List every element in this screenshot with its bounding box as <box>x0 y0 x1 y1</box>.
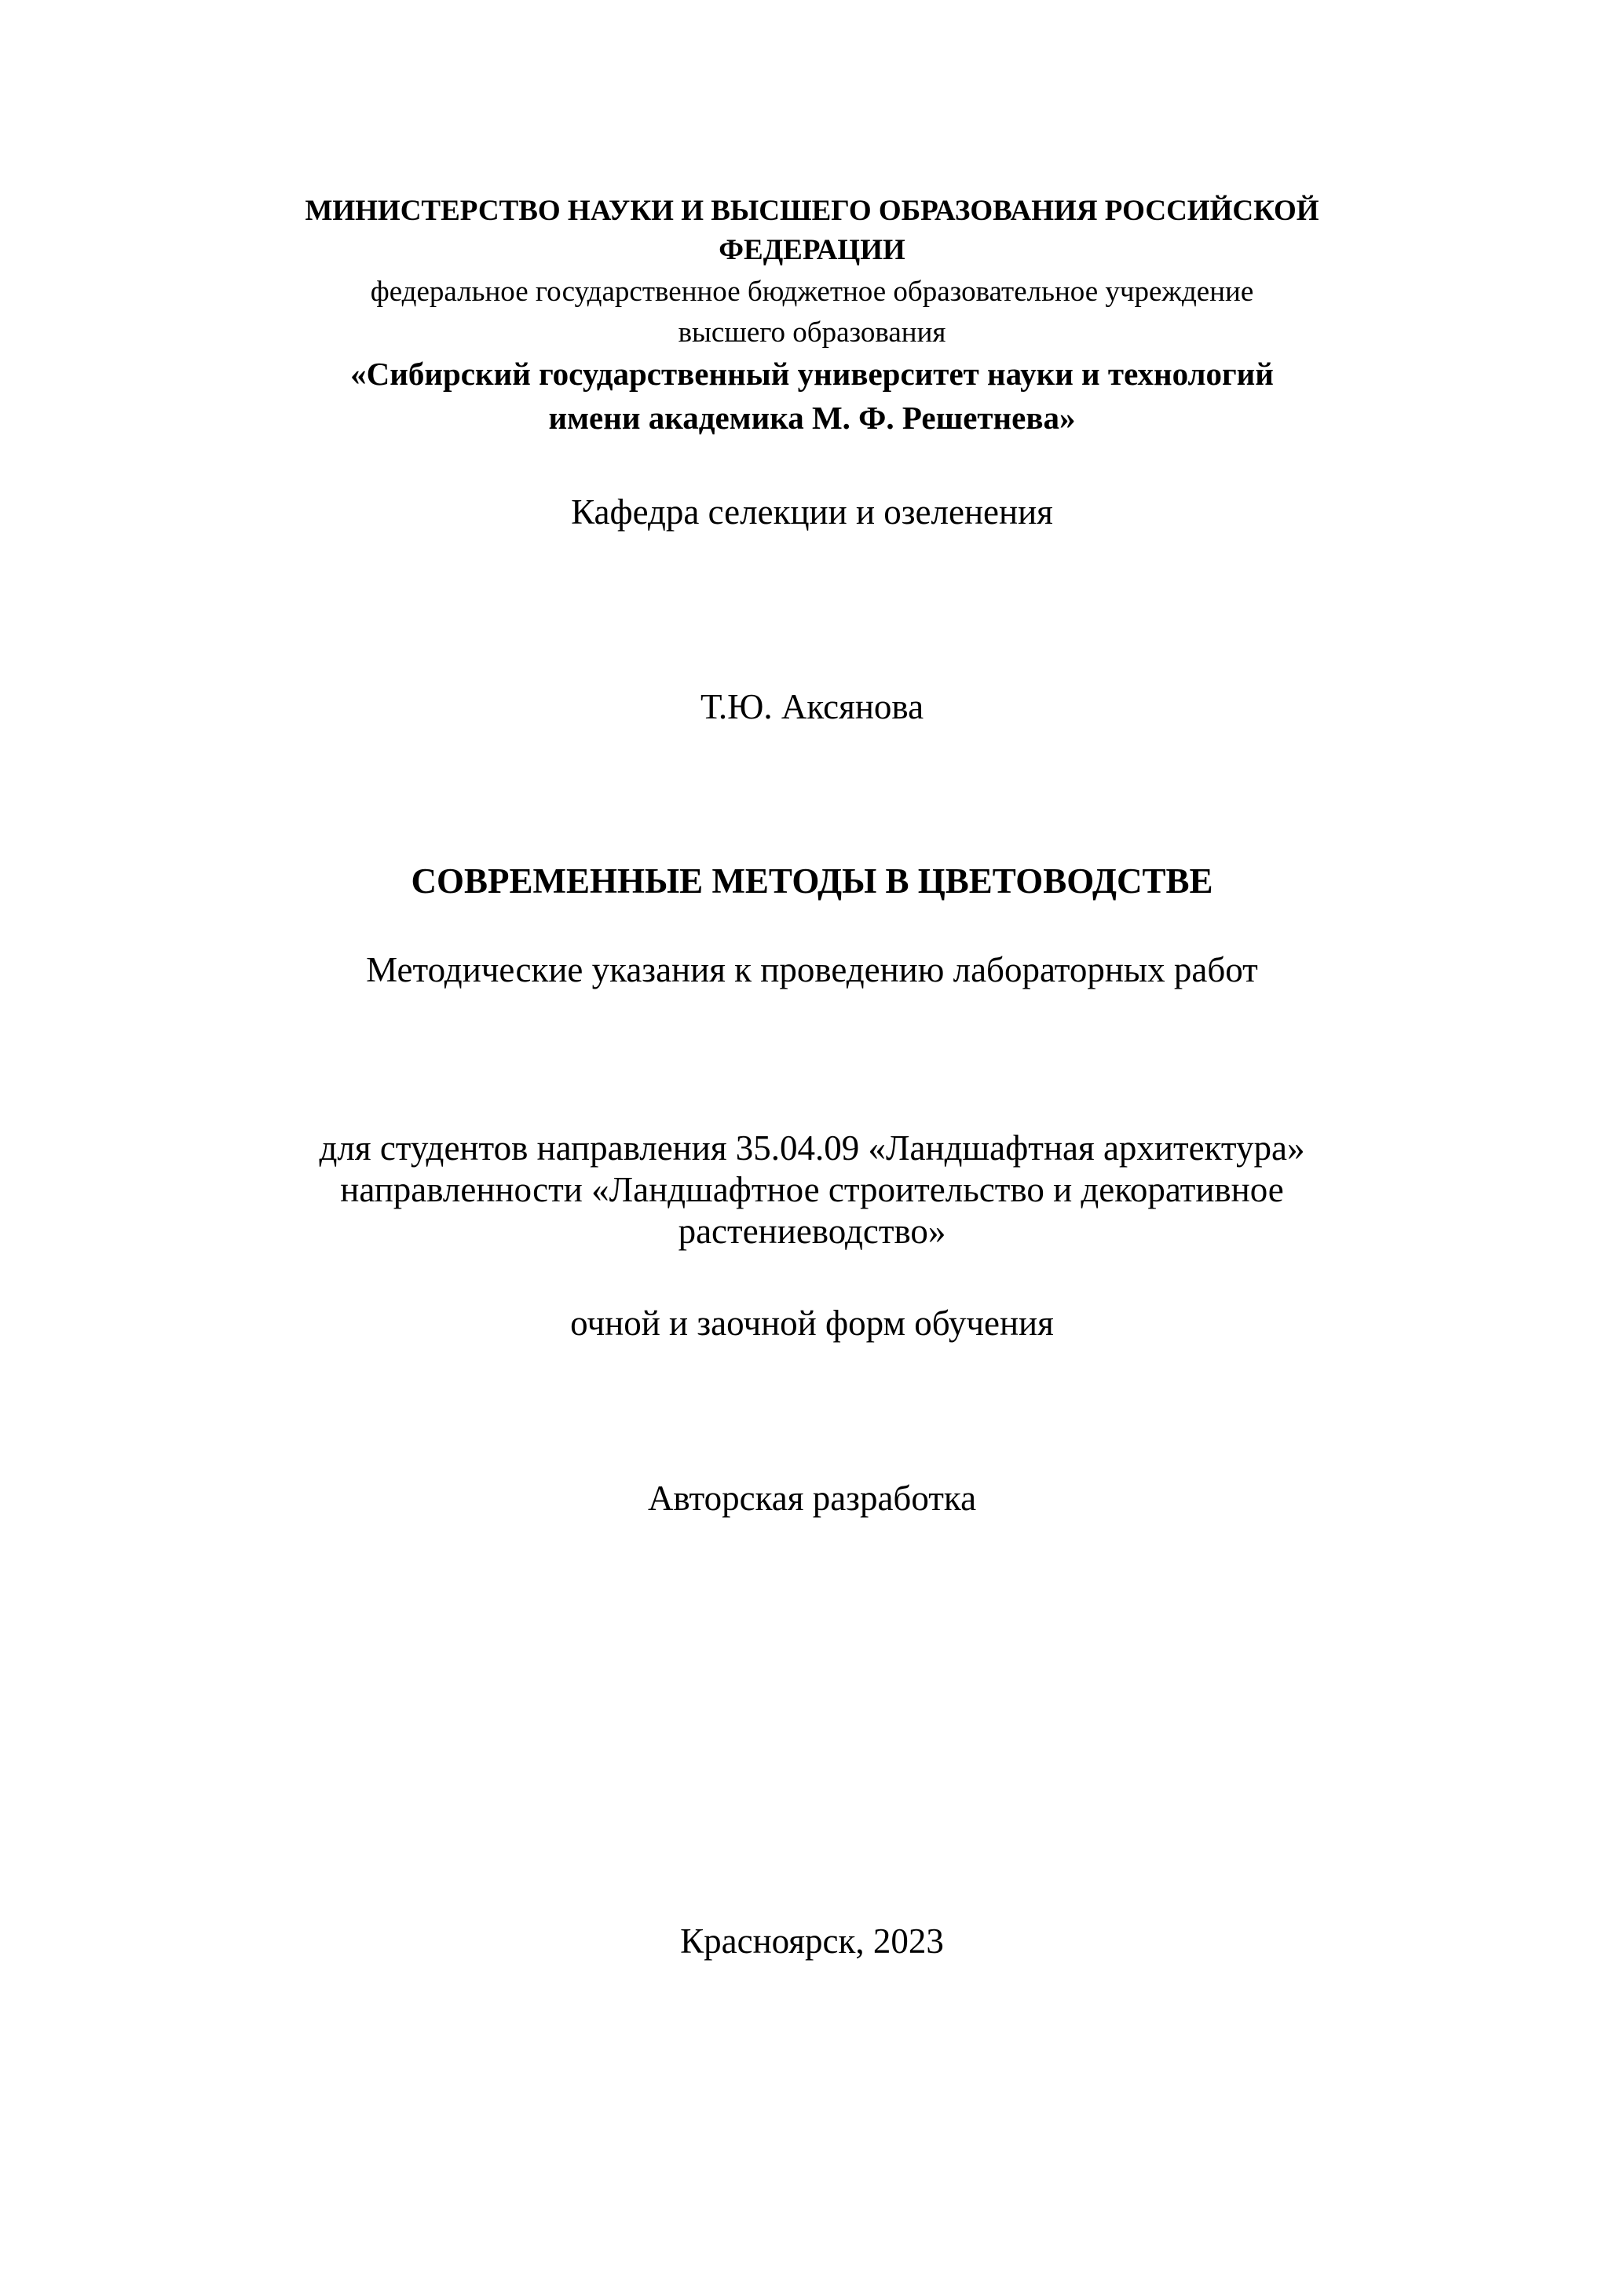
audience-line-1: для студентов направления 35.04.09 «Ландшафтная архитектура» <box>319 1128 1305 1168</box>
university-name-line-2: имени академика М. Ф. Решетнева» <box>548 400 1076 436</box>
audience-line-3: растениеводство» <box>678 1212 946 1251</box>
institution-type-line-2: высшего образования <box>678 316 946 349</box>
author-name: Т.Ю. Аксянова <box>700 687 924 726</box>
institution-type-line-1: федеральное государственное бюджетное образовательное учреждение <box>370 276 1254 308</box>
document-title: СОВРЕМЕННЫЕ МЕТОДЫ В ЦВЕТОВОДСТВЕ <box>411 861 1213 901</box>
study-form: очной и заочной форм обучения <box>570 1303 1054 1343</box>
audience-line-2: направленности «Ландшафтное строительство и декоративное <box>340 1170 1284 1209</box>
authorship-note: Авторская разработка <box>647 1479 977 1518</box>
department-name: Кафедра селекции и озеленения <box>571 492 1053 532</box>
university-name-line-1: «Сибирский государственный университет науки и технологий <box>350 356 1274 392</box>
ministry-name-line-1: МИНИСТЕРСТВО НАУКИ И ВЫСШЕГО ОБРАЗОВАНИЯ РОССИЙСКОЙ <box>305 195 1319 227</box>
city-and-year: Красноярск, 2023 <box>680 1921 944 1961</box>
ministry-name-line-2: ФЕДЕРАЦИИ <box>719 234 905 266</box>
document-subtitle: Методические указания к проведению лабораторных работ <box>366 950 1258 989</box>
